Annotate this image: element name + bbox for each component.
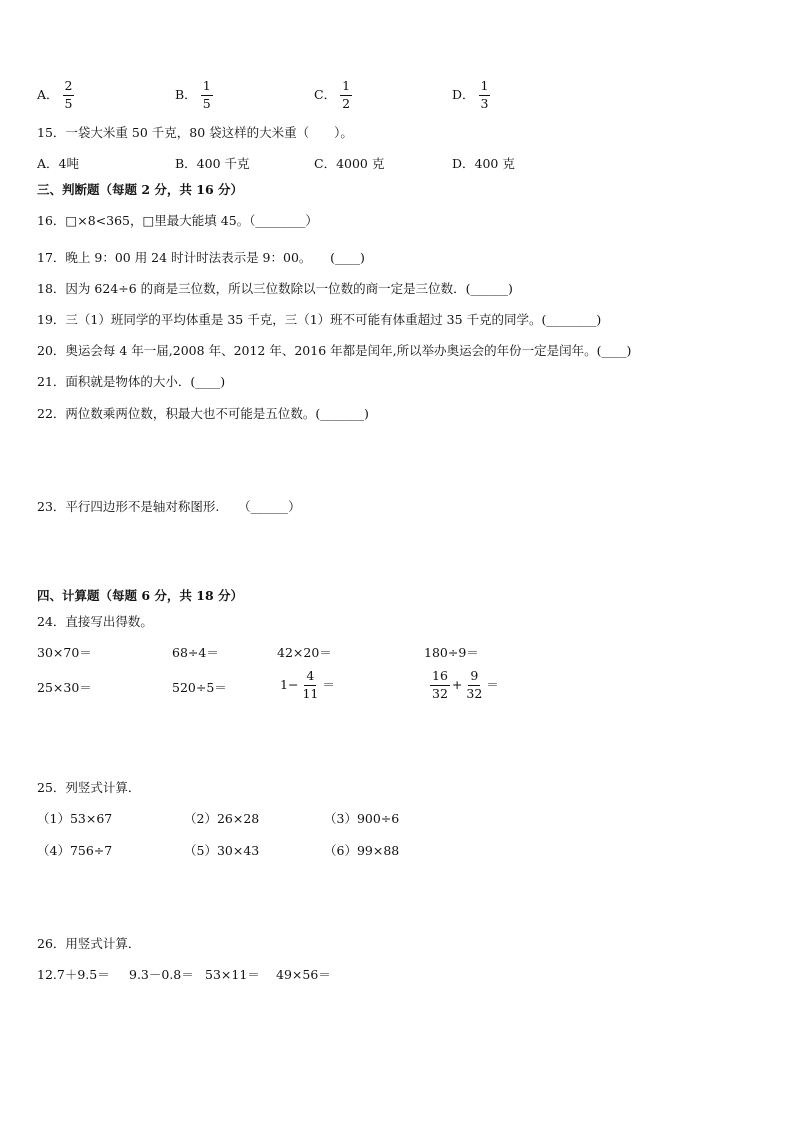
option-label: C． (314, 86, 337, 102)
calc-item: （1）53×67 (37, 811, 113, 826)
q15-option-b: B．400 千克 (175, 156, 250, 171)
q15-option-c: C．4000 克 (314, 156, 385, 171)
numerator: 1 (201, 80, 213, 96)
numerator: 2 (63, 80, 75, 96)
calc-item: （6）99×88 (324, 843, 400, 858)
calc-item-fraction-sum (430, 670, 499, 700)
equals-sign: ＝ (486, 676, 499, 692)
denominator: 3 (480, 95, 489, 111)
question-21: 21．面积就是物体的大小．(____) (37, 374, 226, 389)
calc-item-fraction (280, 670, 335, 700)
numerator: 1 (479, 80, 491, 96)
question-17: 17．晚上 9：00 用 24 时计时法表示是 9：00。 (____) (37, 250, 365, 265)
denominator: 32 (432, 685, 448, 701)
fraction (63, 80, 75, 110)
q14-option-a (37, 80, 74, 110)
calc-item: （3）900÷6 (324, 811, 400, 826)
question-15: 15．一袋大米重 50 千克，80 袋这样的大米重（ ）。 (37, 125, 353, 140)
question-22: 22．两位数乘两位数，积最大也不可能是五位数。(_______) (37, 406, 369, 421)
question-23: 23．平行四边形不是轴对称图形. （______） (37, 499, 301, 514)
calc-item: 9.3－0.8＝ (129, 967, 194, 982)
calc-item: （2）26×28 (184, 811, 260, 826)
q15-option-a: A．4吨 (37, 156, 79, 171)
calc-item: （4）756÷7 (37, 843, 113, 858)
calc-item: （5）30×43 (184, 843, 260, 858)
calc-item: 25×30＝ (37, 680, 92, 695)
fraction (430, 670, 450, 700)
numerator: 1 (340, 80, 352, 96)
denominator: 2 (342, 95, 351, 111)
calc-item: 180÷9＝ (424, 645, 479, 660)
q14-option-d (452, 80, 490, 110)
denominator: 32 (466, 685, 483, 701)
question-26: 26．用竖式计算． (37, 936, 141, 951)
fraction (340, 80, 352, 110)
q15-option-d: D．400 克 (452, 156, 515, 171)
numerator: 9 (468, 670, 480, 686)
question-19: 19．三（1）班同学的平均体重是 35 千克，三（1）班不可能有体重超过 35 千克的同学。(________) (37, 312, 602, 327)
expression-lead: 1− (280, 676, 299, 692)
numerator: 16 (430, 670, 450, 686)
calc-item: 68÷4＝ (172, 645, 219, 660)
fraction (479, 80, 491, 110)
fraction (300, 670, 320, 700)
fraction (464, 670, 484, 700)
calc-item: 30×70＝ (37, 645, 92, 660)
denominator: 11 (302, 685, 319, 701)
calc-item: 520÷5＝ (172, 680, 227, 695)
q14-option-b (175, 80, 213, 110)
equals-sign: ＝ (322, 676, 335, 692)
fraction (201, 80, 213, 110)
question-20: 20．奥运会每 4 年一届,2008 年、2012 年、2016 年都是闰年,所以举办奥运会的年份一定是闰年。(____) (37, 343, 632, 358)
section-4-title: 四、计算题（每题 6 分，共 18 分） (37, 588, 244, 603)
question-24: 24．直接写出得数。 (37, 614, 153, 629)
denominator: 5 (64, 95, 73, 111)
q14-option-c (314, 80, 352, 110)
section-3-title: 三、判断题（每题 2 分，共 16 分） (37, 182, 244, 197)
option-label: B． (175, 86, 197, 102)
numerator: 4 (304, 670, 316, 686)
calc-item: 42×20＝ (277, 645, 332, 660)
option-label: D． (452, 86, 475, 102)
calc-item: 12.7＋9.5＝ (37, 967, 110, 982)
calc-item: 53×11＝ (205, 967, 260, 982)
calc-item: 49×56＝ (276, 967, 331, 982)
question-18: 18．因为 624÷6 的商是三位数，所以三位数除以一位数的商一定是三位数．(______) (37, 281, 513, 296)
question-25: 25．列竖式计算． (37, 780, 141, 795)
denominator: 5 (202, 95, 211, 111)
plus-sign: + (451, 676, 463, 692)
option-label: A． (37, 86, 59, 102)
question-16: 16．□×8<365，□里最大能填 45。（________） (37, 213, 318, 228)
